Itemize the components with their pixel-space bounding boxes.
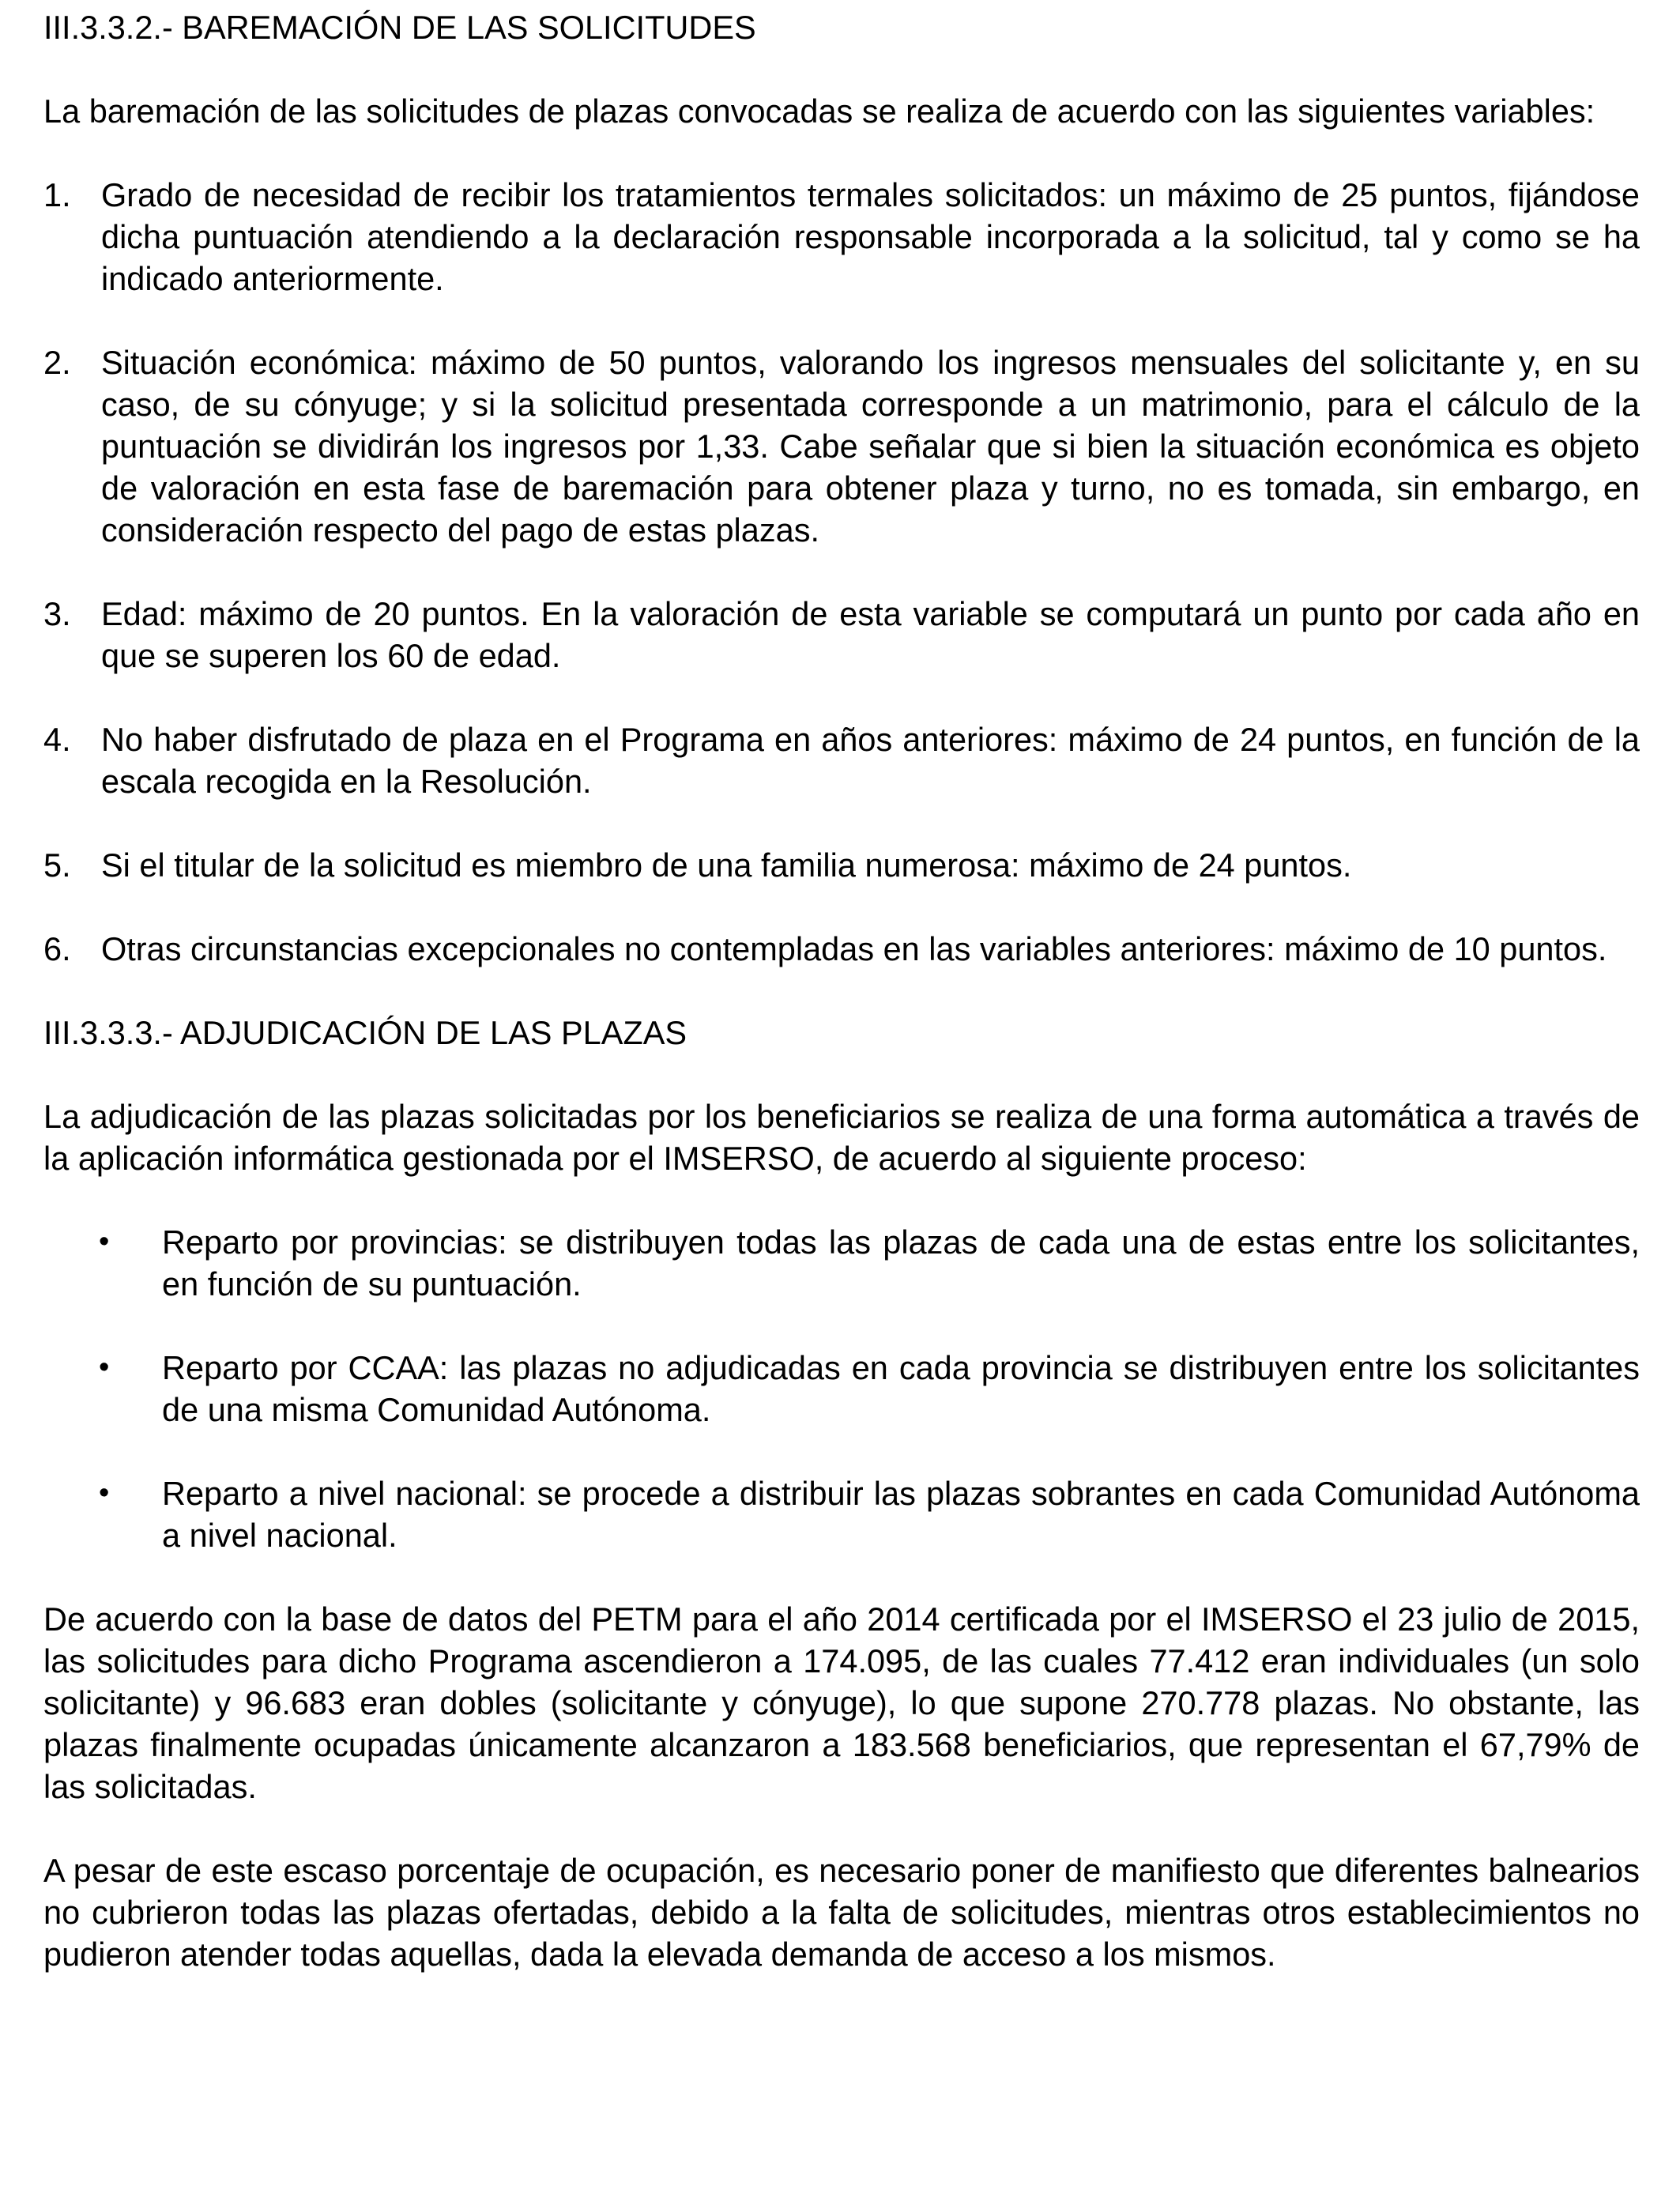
baremacion-intro: La baremación de las solicitudes de plazas convocadas se realiza de acuerdo con las siguientes variables: xyxy=(43,92,1595,130)
bullet-text: Reparto por provincias: se distribuyen todas las plazas de cada una de estas entre los solicitantes, en función de su puntuación. xyxy=(162,1223,1640,1302)
item-text: Si el titular de la solicitud es miembro de una familia numerosa: máximo de 24 puntos. xyxy=(101,846,1352,884)
item-number: 6. xyxy=(43,930,71,967)
item-text: Grado de necesidad de recibir los tratamientos termales solicitados: un máximo de 25 puntos, fijándose dicha puntuación atendiendo a la declaración responsable incorporada a la solicitud, tal y como se ha indicado anteriormente. xyxy=(101,176,1640,297)
petm-data-paragraph: De acuerdo con la base de datos del PETM para el año 2014 certificada por el IMSERSO el 23 julio de 2015, las solicitudes para dicho Programa ascendieron a 174.095, de las cuales 77.412 eran individuales (un solo solicitante) y 96.683 eran dobles (solicitante y cónyuge), lo que supone 270.778 plazas. No obstante, las plazas finalmente ocupadas únicamente alcanzaron a 183.568 beneficiarios, que representan el 67,79% de las solicitadas. xyxy=(43,1600,1640,1805)
baremacion-variables-list xyxy=(43,174,1640,970)
item-number: 3. xyxy=(43,595,71,632)
bullet-item xyxy=(43,1472,1640,1556)
list-item xyxy=(43,174,1640,300)
bullet-icon: • xyxy=(99,1476,110,1510)
bullet-item xyxy=(43,1221,1640,1305)
item-text: Otras circunstancias excepcionales no contempladas en las variables anteriores: máximo de 10 puntos. xyxy=(101,930,1607,967)
list-item xyxy=(43,341,1640,551)
document-page xyxy=(43,6,1640,2017)
item-number: 1. xyxy=(43,176,71,213)
item-text: No haber disfrutado de plaza en el Programa en años anteriores: máximo de 24 puntos, en función de la escala recogida en la Resolución. xyxy=(101,721,1640,800)
item-number: 5. xyxy=(43,846,71,884)
list-item xyxy=(43,718,1640,802)
bullet-icon: • xyxy=(99,1351,110,1384)
item-number: 4. xyxy=(43,721,71,758)
list-item xyxy=(43,844,1640,886)
bullet-text: Reparto a nivel nacional: se procede a distribuir las plazas sobrantes en cada Comunidad Autónoma a nivel nacional. xyxy=(162,1475,1640,1554)
adjudicacion-intro: La adjudicación de las plazas solicitadas por los beneficiarios se realiza de una forma automática a través de la aplicación informática gestionada por el IMSERSO, de acuerdo al siguiente proceso: xyxy=(43,1098,1640,1177)
list-item xyxy=(43,928,1640,970)
section-heading-adjudicacion: III.3.3.3.- ADJUDICACIÓN DE LAS PLAZAS xyxy=(43,1014,687,1051)
occupancy-paragraph: A pesar de este escaso porcentaje de ocupación, es necesario poner de manifiesto que diferentes balnearios no cubrieron todas las plazas ofertadas, debido a la falta de solicitudes, mientras otros establecimientos no pudieron atender todas aquellas, dada la elevada demanda de acceso a los mismos. xyxy=(43,1852,1640,1973)
item-number: 2. xyxy=(43,344,71,381)
list-item xyxy=(43,593,1640,677)
section-heading-baremacion: III.3.3.2.- BAREMACIÓN DE LAS SOLICITUDES xyxy=(43,9,756,46)
item-text: Situación económica: máximo de 50 puntos, valorando los ingresos mensuales del solicitante y, en su caso, de su cónyuge; y si la solicitud presentada corresponde a un matrimonio, para el cálculo de la puntuación se dividirán los ingresos por 1,33. Cabe señalar que si bien la situación económica es objeto de valoración en esta fase de baremación para obtener plaza y turno, no es tomada, sin embargo, en consideración respecto del pago de estas plazas. xyxy=(101,344,1640,548)
item-text: Edad: máximo de 20 puntos. En la valoración de esta variable se computará un punto por cada año en que se superen los 60 de edad. xyxy=(101,595,1640,674)
bullet-item xyxy=(43,1347,1640,1431)
bullet-icon: • xyxy=(99,1225,110,1258)
adjudicacion-process-list xyxy=(43,1221,1640,1556)
bullet-text: Reparto por CCAA: las plazas no adjudicadas en cada provincia se distribuyen entre los solicitantes de una misma Comunidad Autónoma. xyxy=(162,1349,1640,1428)
